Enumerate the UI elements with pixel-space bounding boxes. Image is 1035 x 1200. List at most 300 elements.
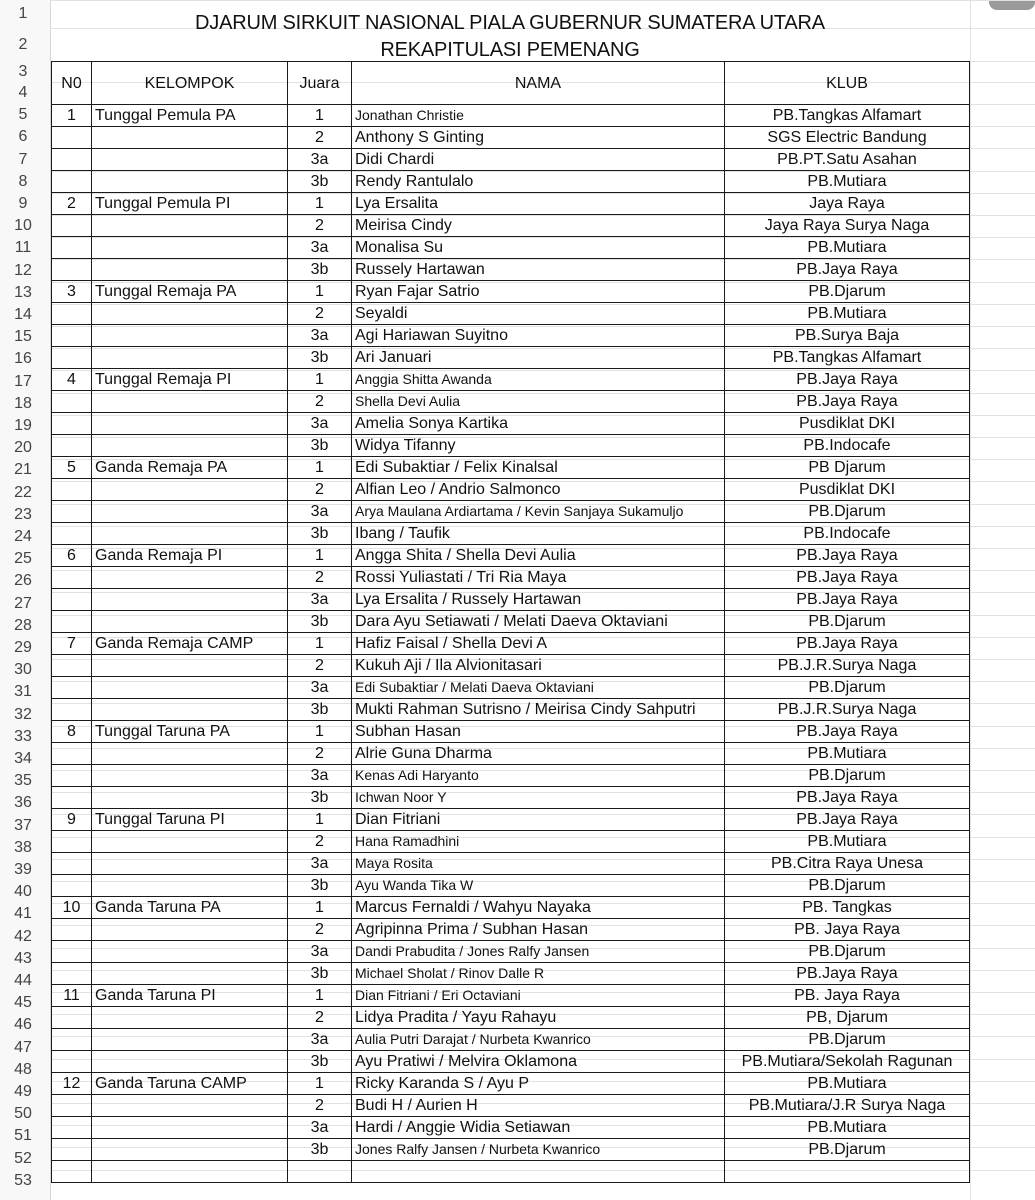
cell-no[interactable] xyxy=(52,853,92,875)
cell-klub[interactable]: PB.Mutiara xyxy=(725,303,970,325)
cell-kelompok[interactable] xyxy=(92,435,288,457)
cell-juara[interactable]: 3b xyxy=(288,1139,352,1161)
cell-nama[interactable]: Jones Ralfy Jansen / Nurbeta Kwanrico xyxy=(352,1139,725,1161)
cell-juara[interactable]: 3b xyxy=(288,787,352,809)
cell-juara[interactable]: 3b xyxy=(288,259,352,281)
cell-klub[interactable]: PB.Indocafe xyxy=(725,435,970,457)
cell-no[interactable] xyxy=(52,787,92,809)
row-number[interactable]: 38 xyxy=(14,838,32,856)
cell-no[interactable]: 1 xyxy=(52,105,92,127)
row-number[interactable]: 35 xyxy=(14,772,32,790)
cell-klub[interactable] xyxy=(725,1161,970,1183)
cell-klub[interactable]: PB.Djarum xyxy=(725,941,970,963)
row-number[interactable]: 49 xyxy=(14,1082,32,1100)
cell-juara[interactable]: 3b xyxy=(288,963,352,985)
row-number[interactable]: 4 xyxy=(18,84,28,101)
row-number[interactable]: 7 xyxy=(18,150,28,168)
cell-klub[interactable]: PB.Jaya Raya xyxy=(725,369,970,391)
cell-juara[interactable]: 3b xyxy=(288,347,352,369)
cell-kelompok[interactable] xyxy=(92,743,288,765)
cell-juara[interactable]: 2 xyxy=(288,1095,352,1117)
cell-no[interactable]: 5 xyxy=(52,457,92,479)
cell-juara[interactable] xyxy=(288,1161,352,1183)
cell-nama[interactable]: Ryan Fajar Satrio xyxy=(352,281,725,303)
cell-juara[interactable]: 2 xyxy=(288,655,352,677)
cell-no[interactable] xyxy=(52,237,92,259)
cell-kelompok[interactable] xyxy=(92,655,288,677)
cell-klub[interactable]: PB.Tangkas Alfamart xyxy=(725,105,970,127)
cell-kelompok[interactable] xyxy=(92,1029,288,1051)
row-number[interactable]: 26 xyxy=(14,572,32,590)
row-number[interactable]: 28 xyxy=(14,616,32,634)
cell-juara[interactable]: 3b xyxy=(288,611,352,633)
cell-juara[interactable]: 3b xyxy=(288,875,352,897)
cell-no[interactable] xyxy=(52,589,92,611)
cell-kelompok[interactable] xyxy=(92,853,288,875)
cell-kelompok[interactable]: Tunggal Pemula PI xyxy=(92,193,288,215)
cell-nama[interactable]: Rossi Yuliastati / Tri Ria Maya xyxy=(352,567,725,589)
cell-klub[interactable]: PB.Mutiara xyxy=(725,171,970,193)
cell-klub[interactable]: PB.Djarum xyxy=(725,1139,970,1161)
cell-no[interactable] xyxy=(52,919,92,941)
cell-nama[interactable]: Jonathan Christie xyxy=(352,105,725,127)
cell-nama[interactable]: Dandi Prabudita / Jones Ralfy Jansen xyxy=(352,941,725,963)
cell-kelompok[interactable] xyxy=(92,171,288,193)
row-number[interactable]: 25 xyxy=(14,550,32,568)
cell-juara[interactable]: 3a xyxy=(288,325,352,347)
cell-no[interactable] xyxy=(52,941,92,963)
cell-kelompok[interactable] xyxy=(92,787,288,809)
cell-nama[interactable]: Subhan Hasan xyxy=(352,721,725,743)
cell-no[interactable] xyxy=(52,215,92,237)
cell-no[interactable] xyxy=(52,1139,92,1161)
cell-no[interactable] xyxy=(52,699,92,721)
cell-no[interactable] xyxy=(52,149,92,171)
row-number[interactable]: 10 xyxy=(14,217,32,235)
cell-nama[interactable]: Michael Sholat / Rinov Dalle R xyxy=(352,963,725,985)
row-number[interactable]: 9 xyxy=(18,194,28,212)
cell-juara[interactable]: 3a xyxy=(288,501,352,523)
row-number[interactable]: 17 xyxy=(14,372,32,390)
header-nama[interactable]: NAMA xyxy=(352,62,725,105)
cell-klub[interactable]: PB.Jaya Raya xyxy=(725,787,970,809)
cell-klub[interactable]: Pusdiklat DKI xyxy=(725,479,970,501)
row-number[interactable]: 34 xyxy=(14,749,32,767)
row-number[interactable]: 18 xyxy=(14,394,32,412)
cell-no[interactable]: 12 xyxy=(52,1073,92,1095)
cell-juara[interactable]: 3b xyxy=(288,523,352,545)
cell-nama[interactable]: Widya Tifanny xyxy=(352,435,725,457)
cell-klub[interactable]: PB.Mutiara/Sekolah Ragunan xyxy=(725,1051,970,1073)
cell-no[interactable] xyxy=(52,435,92,457)
cell-juara[interactable]: 1 xyxy=(288,369,352,391)
cell-kelompok[interactable] xyxy=(92,1161,288,1183)
cell-klub[interactable]: PB.Tangkas Alfamart xyxy=(725,347,970,369)
cell-nama[interactable]: Agi Hariawan Suyitno xyxy=(352,325,725,347)
cell-klub[interactable]: PB.Djarum xyxy=(725,677,970,699)
cell-juara[interactable]: 3a xyxy=(288,589,352,611)
cell-nama[interactable]: Lidya Pradita / Yayu Rahayu xyxy=(352,1007,725,1029)
row-number[interactable]: 32 xyxy=(14,705,32,723)
cell-juara[interactable]: 1 xyxy=(288,457,352,479)
cell-no[interactable] xyxy=(52,611,92,633)
cell-klub[interactable]: PB.Jaya Raya xyxy=(725,963,970,985)
row-number[interactable]: 40 xyxy=(14,883,32,901)
cell-juara[interactable]: 2 xyxy=(288,831,352,853)
cell-juara[interactable]: 1 xyxy=(288,985,352,1007)
cell-juara[interactable]: 2 xyxy=(288,303,352,325)
cell-juara[interactable]: 3a xyxy=(288,1117,352,1139)
cell-kelompok[interactable] xyxy=(92,1139,288,1161)
cell-kelompok[interactable] xyxy=(92,479,288,501)
row-number[interactable]: 8 xyxy=(18,172,28,190)
cell-juara[interactable]: 2 xyxy=(288,479,352,501)
cell-kelompok[interactable] xyxy=(92,1007,288,1029)
row-number[interactable]: 53 xyxy=(14,1171,32,1189)
cell-kelompok[interactable] xyxy=(92,677,288,699)
header-klub[interactable]: KLUB xyxy=(725,62,970,105)
row-number[interactable]: 11 xyxy=(14,239,32,257)
cell-kelompok[interactable] xyxy=(92,391,288,413)
cell-klub[interactable]: SGS Electric Bandung xyxy=(725,127,970,149)
cell-kelompok[interactable]: Ganda Taruna PA xyxy=(92,897,288,919)
cell-nama[interactable]: Edi Subaktiar / Melati Daeva Oktaviani xyxy=(352,677,725,699)
cell-nama[interactable]: Lya Ersalita / Russely Hartawan xyxy=(352,589,725,611)
cell-kelompok[interactable] xyxy=(92,875,288,897)
row-number[interactable]: 50 xyxy=(14,1105,32,1123)
cell-kelompok[interactable] xyxy=(92,1117,288,1139)
row-number[interactable]: 23 xyxy=(14,505,32,523)
cell-nama[interactable]: Dara Ayu Setiawati / Melati Daeva Oktaviani xyxy=(352,611,725,633)
cell-nama[interactable]: Meirisa Cindy xyxy=(352,215,725,237)
cell-no[interactable] xyxy=(52,1095,92,1117)
cell-klub[interactable]: PB.Djarum xyxy=(725,765,970,787)
cell-no[interactable] xyxy=(52,171,92,193)
cell-klub[interactable]: Pusdiklat DKI xyxy=(725,413,970,435)
cell-no[interactable]: 2 xyxy=(52,193,92,215)
cell-kelompok[interactable]: Tunggal Remaja PA xyxy=(92,281,288,303)
row-number[interactable]: 5 xyxy=(18,106,28,124)
cell-klub[interactable]: PB.Jaya Raya xyxy=(725,809,970,831)
cell-juara[interactable]: 1 xyxy=(288,633,352,655)
cell-kelompok[interactable] xyxy=(92,303,288,325)
cell-kelompok[interactable] xyxy=(92,237,288,259)
row-number[interactable]: 24 xyxy=(14,527,32,545)
cell-nama[interactable]: Dian Fitriani xyxy=(352,809,725,831)
cell-klub[interactable]: PB.Mutiara/J.R Surya Naga xyxy=(725,1095,970,1117)
cell-kelompok[interactable] xyxy=(92,215,288,237)
cell-kelompok[interactable] xyxy=(92,501,288,523)
cell-klub[interactable]: PB.Djarum xyxy=(725,281,970,303)
cell-klub[interactable]: PB.Djarum xyxy=(725,875,970,897)
row-number[interactable]: 46 xyxy=(14,1016,32,1034)
cell-kelompok[interactable] xyxy=(92,567,288,589)
row-number[interactable]: 1 xyxy=(18,5,28,22)
cell-kelompok[interactable] xyxy=(92,589,288,611)
cell-juara[interactable]: 3a xyxy=(288,677,352,699)
cell-no[interactable]: 6 xyxy=(52,545,92,567)
cell-klub[interactable]: PB.Jaya Raya xyxy=(725,391,970,413)
row-number[interactable]: 29 xyxy=(14,638,32,656)
cell-kelompok[interactable]: Tunggal Remaja PI xyxy=(92,369,288,391)
cell-no[interactable] xyxy=(52,325,92,347)
cell-nama[interactable]: Anthony S Ginting xyxy=(352,127,725,149)
row-number[interactable]: 33 xyxy=(14,727,32,745)
cell-klub[interactable]: PB. Jaya Raya xyxy=(725,919,970,941)
cell-no[interactable] xyxy=(52,677,92,699)
cell-no[interactable] xyxy=(52,391,92,413)
cell-no[interactable] xyxy=(52,1051,92,1073)
cell-kelompok[interactable] xyxy=(92,611,288,633)
cell-nama[interactable]: Anggia Shitta Awanda xyxy=(352,369,725,391)
cell-kelompok[interactable] xyxy=(92,523,288,545)
cell-kelompok[interactable] xyxy=(92,149,288,171)
row-number[interactable]: 45 xyxy=(14,994,32,1012)
cell-klub[interactable]: PB.Jaya Raya xyxy=(725,589,970,611)
row-number[interactable]: 44 xyxy=(14,971,32,989)
cell-juara[interactable]: 3a xyxy=(288,941,352,963)
cell-juara[interactable]: 2 xyxy=(288,919,352,941)
cell-juara[interactable]: 3b xyxy=(288,435,352,457)
row-number[interactable]: 6 xyxy=(18,128,28,146)
cell-klub[interactable]: PB. Tangkas xyxy=(725,897,970,919)
row-number[interactable]: 19 xyxy=(14,416,32,434)
cell-juara[interactable]: 1 xyxy=(288,721,352,743)
cell-kelompok[interactable]: Tunggal Taruna PI xyxy=(92,809,288,831)
row-number[interactable]: 27 xyxy=(14,594,32,612)
cell-no[interactable] xyxy=(52,347,92,369)
cell-no[interactable]: 4 xyxy=(52,369,92,391)
cell-nama[interactable]: Maya Rosita xyxy=(352,853,725,875)
cell-klub[interactable]: PB.Citra Raya Unesa xyxy=(725,853,970,875)
cell-juara[interactable]: 1 xyxy=(288,105,352,127)
cell-klub[interactable]: Jaya Raya Surya Naga xyxy=(725,215,970,237)
row-number[interactable]: 51 xyxy=(14,1127,32,1145)
cell-no[interactable] xyxy=(52,259,92,281)
cell-klub[interactable]: PB.Jaya Raya xyxy=(725,633,970,655)
cell-no[interactable] xyxy=(52,523,92,545)
cell-klub[interactable]: PB.Mutiara xyxy=(725,831,970,853)
cell-no[interactable]: 11 xyxy=(52,985,92,1007)
cell-no[interactable] xyxy=(52,655,92,677)
row-number[interactable]: 47 xyxy=(14,1038,32,1056)
cell-no[interactable] xyxy=(52,413,92,435)
cell-kelompok[interactable]: Ganda Remaja PI xyxy=(92,545,288,567)
cell-kelompok[interactable]: Tunggal Pemula PA xyxy=(92,105,288,127)
cell-kelompok[interactable] xyxy=(92,127,288,149)
cell-no[interactable] xyxy=(52,831,92,853)
cell-nama[interactable]: Aulia Putri Darajat / Nurbeta Kwanrico xyxy=(352,1029,725,1051)
cell-nama[interactable]: Kukuh Aji / Ila Alvionitasari xyxy=(352,655,725,677)
cell-no[interactable] xyxy=(52,501,92,523)
cell-nama[interactable]: Monalisa Su xyxy=(352,237,725,259)
cell-kelompok[interactable] xyxy=(92,699,288,721)
row-number[interactable]: 37 xyxy=(14,816,32,834)
cell-juara[interactable]: 2 xyxy=(288,127,352,149)
cell-nama[interactable]: Seyaldi xyxy=(352,303,725,325)
cell-kelompok[interactable] xyxy=(92,831,288,853)
cell-klub[interactable]: Jaya Raya xyxy=(725,193,970,215)
cell-klub[interactable]: PB.Djarum xyxy=(725,1029,970,1051)
cell-no[interactable] xyxy=(52,567,92,589)
row-number[interactable]: 3 xyxy=(18,62,28,80)
cell-kelompok[interactable] xyxy=(92,1051,288,1073)
cell-no[interactable] xyxy=(52,127,92,149)
cell-no[interactable]: 9 xyxy=(52,809,92,831)
cell-nama[interactable]: Ibang / Taufik xyxy=(352,523,725,545)
cell-nama[interactable]: Edi Subaktiar / Felix Kinalsal xyxy=(352,457,725,479)
cell-juara[interactable]: 2 xyxy=(288,1007,352,1029)
cell-klub[interactable]: PB.Jaya Raya xyxy=(725,567,970,589)
row-number[interactable]: 52 xyxy=(14,1149,32,1167)
cell-juara[interactable]: 2 xyxy=(288,567,352,589)
cell-nama[interactable]: Hafiz Faisal / Shella Devi A xyxy=(352,633,725,655)
cell-klub[interactable]: PB. Jaya Raya xyxy=(725,985,970,1007)
cell-nama[interactable]: Ayu Wanda Tika W xyxy=(352,875,725,897)
cell-juara[interactable]: 1 xyxy=(288,1073,352,1095)
cell-nama[interactable]: Kenas Adi Haryanto xyxy=(352,765,725,787)
cell-nama[interactable]: Mukti Rahman Sutrisno / Meirisa Cindy Sahputri xyxy=(352,699,725,721)
cell-klub[interactable]: PB.J.R.Surya Naga xyxy=(725,699,970,721)
cell-nama[interactable]: Budi H / Aurien H xyxy=(352,1095,725,1117)
cell-nama[interactable]: Didi Chardi xyxy=(352,149,725,171)
cell-no[interactable]: 3 xyxy=(52,281,92,303)
cell-kelompok[interactable]: Tunggal Taruna PA xyxy=(92,721,288,743)
cell-nama[interactable]: Angga Shita / Shella Devi Aulia xyxy=(352,545,725,567)
cell-juara[interactable]: 2 xyxy=(288,215,352,237)
cell-klub[interactable]: PB Djarum xyxy=(725,457,970,479)
cell-kelompok[interactable]: Ganda Remaja CAMP xyxy=(92,633,288,655)
cell-klub[interactable]: PB.Surya Baja xyxy=(725,325,970,347)
cell-no[interactable] xyxy=(52,963,92,985)
cell-no[interactable]: 8 xyxy=(52,721,92,743)
cell-klub[interactable]: PB.Indocafe xyxy=(725,523,970,545)
row-number[interactable]: 39 xyxy=(14,860,32,878)
cell-nama[interactable] xyxy=(352,1161,725,1183)
cell-klub[interactable]: PB.Jaya Raya xyxy=(725,259,970,281)
row-number[interactable]: 36 xyxy=(14,794,32,812)
row-number[interactable]: 22 xyxy=(14,483,32,501)
cell-nama[interactable]: Hana Ramadhini xyxy=(352,831,725,853)
cell-nama[interactable]: Shella Devi Aulia xyxy=(352,391,725,413)
cell-nama[interactable]: Alrie Guna Dharma xyxy=(352,743,725,765)
cell-juara[interactable]: 1 xyxy=(288,545,352,567)
cell-klub[interactable]: PB.PT.Satu Asahan xyxy=(725,149,970,171)
cell-klub[interactable]: PB.Djarum xyxy=(725,611,970,633)
cell-nama[interactable]: Ayu Pratiwi / Melvira Oklamona xyxy=(352,1051,725,1073)
cell-klub[interactable]: PB.Jaya Raya xyxy=(725,545,970,567)
cell-no[interactable] xyxy=(52,1029,92,1051)
cell-juara[interactable]: 3a xyxy=(288,1029,352,1051)
row-number[interactable]: 43 xyxy=(14,949,32,967)
cell-klub[interactable]: PB.Mutiara xyxy=(725,743,970,765)
row-number[interactable]: 14 xyxy=(14,305,32,323)
cell-juara[interactable]: 3b xyxy=(288,171,352,193)
header-no[interactable]: N0 xyxy=(52,62,92,105)
cell-kelompok[interactable] xyxy=(92,259,288,281)
cell-nama[interactable]: Lya Ersalita xyxy=(352,193,725,215)
header-kelompok[interactable]: KELOMPOK xyxy=(92,62,288,105)
cell-nama[interactable]: Agripinna Prima / Subhan Hasan xyxy=(352,919,725,941)
cell-kelompok[interactable]: Ganda Remaja PA xyxy=(92,457,288,479)
cell-nama[interactable]: Hardi / Anggie Widia Setiawan xyxy=(352,1117,725,1139)
cell-no[interactable] xyxy=(52,875,92,897)
row-number[interactable]: 30 xyxy=(14,661,32,679)
cell-juara[interactable]: 3b xyxy=(288,699,352,721)
cell-no[interactable] xyxy=(52,479,92,501)
cell-nama[interactable]: Rendy Rantulalo xyxy=(352,171,725,193)
cell-kelompok[interactable] xyxy=(92,919,288,941)
row-number[interactable]: 48 xyxy=(14,1060,32,1078)
cell-juara[interactable]: 2 xyxy=(288,743,352,765)
cell-kelompok[interactable]: Ganda Taruna PI xyxy=(92,985,288,1007)
cell-kelompok[interactable] xyxy=(92,765,288,787)
cell-juara[interactable]: 3a xyxy=(288,413,352,435)
row-number[interactable]: 31 xyxy=(14,683,32,701)
cell-nama[interactable]: Russely Hartawan xyxy=(352,259,725,281)
cell-no[interactable] xyxy=(52,1161,92,1183)
cell-kelompok[interactable] xyxy=(92,963,288,985)
cell-no[interactable] xyxy=(52,1117,92,1139)
row-number[interactable]: 12 xyxy=(14,261,32,279)
row-number[interactable]: 15 xyxy=(14,328,32,346)
cell-juara[interactable]: 2 xyxy=(288,391,352,413)
cell-klub[interactable]: PB, Djarum xyxy=(725,1007,970,1029)
cell-klub[interactable]: PB.Mutiara xyxy=(725,237,970,259)
cell-juara[interactable]: 3a xyxy=(288,237,352,259)
cell-klub[interactable]: PB.Jaya Raya xyxy=(725,721,970,743)
cell-nama[interactable]: Arya Maulana Ardiartama / Kevin Sanjaya Sukamuljo xyxy=(352,501,725,523)
cell-juara[interactable]: 3a xyxy=(288,853,352,875)
cell-juara[interactable]: 1 xyxy=(288,281,352,303)
cell-juara[interactable]: 3a xyxy=(288,149,352,171)
row-number[interactable]: 13 xyxy=(14,283,32,301)
cell-no[interactable] xyxy=(52,303,92,325)
row-number[interactable]: 20 xyxy=(14,439,32,457)
cell-kelompok[interactable] xyxy=(92,941,288,963)
cell-no[interactable] xyxy=(52,743,92,765)
cell-nama[interactable]: Marcus Fernaldi / Wahyu Nayaka xyxy=(352,897,725,919)
row-number[interactable]: 42 xyxy=(14,927,32,945)
cell-no[interactable] xyxy=(52,765,92,787)
row-number[interactable]: 41 xyxy=(14,905,32,923)
cell-juara[interactable]: 1 xyxy=(288,809,352,831)
cell-juara[interactable]: 1 xyxy=(288,193,352,215)
cell-no[interactable] xyxy=(52,1007,92,1029)
header-juara[interactable]: Juara xyxy=(288,62,352,105)
cell-kelompok[interactable] xyxy=(92,413,288,435)
cell-nama[interactable]: Alfian Leo / Andrio Salmonco xyxy=(352,479,725,501)
cell-kelompok[interactable]: Ganda Taruna CAMP xyxy=(92,1073,288,1095)
cell-kelompok[interactable] xyxy=(92,347,288,369)
row-number[interactable]: 21 xyxy=(14,461,32,479)
row-number[interactable]: 2 xyxy=(18,35,28,53)
row-number[interactable]: 16 xyxy=(14,350,32,368)
cell-klub[interactable]: PB.Mutiara xyxy=(725,1073,970,1095)
cell-no[interactable]: 7 xyxy=(52,633,92,655)
cell-nama[interactable]: Ricky Karanda S / Ayu P xyxy=(352,1073,725,1095)
cell-juara[interactable]: 3a xyxy=(288,765,352,787)
cell-nama[interactable]: Ari Januari xyxy=(352,347,725,369)
cell-nama[interactable]: Ichwan Noor Y xyxy=(352,787,725,809)
cell-nama[interactable]: Amelia Sonya Kartika xyxy=(352,413,725,435)
cell-juara[interactable]: 1 xyxy=(288,897,352,919)
cell-nama[interactable]: Dian Fitriani / Eri Octaviani xyxy=(352,985,725,1007)
cell-juara[interactable]: 3b xyxy=(288,1051,352,1073)
cell-kelompok[interactable] xyxy=(92,325,288,347)
cell-klub[interactable]: PB.Djarum xyxy=(725,501,970,523)
cell-no[interactable]: 10 xyxy=(52,897,92,919)
